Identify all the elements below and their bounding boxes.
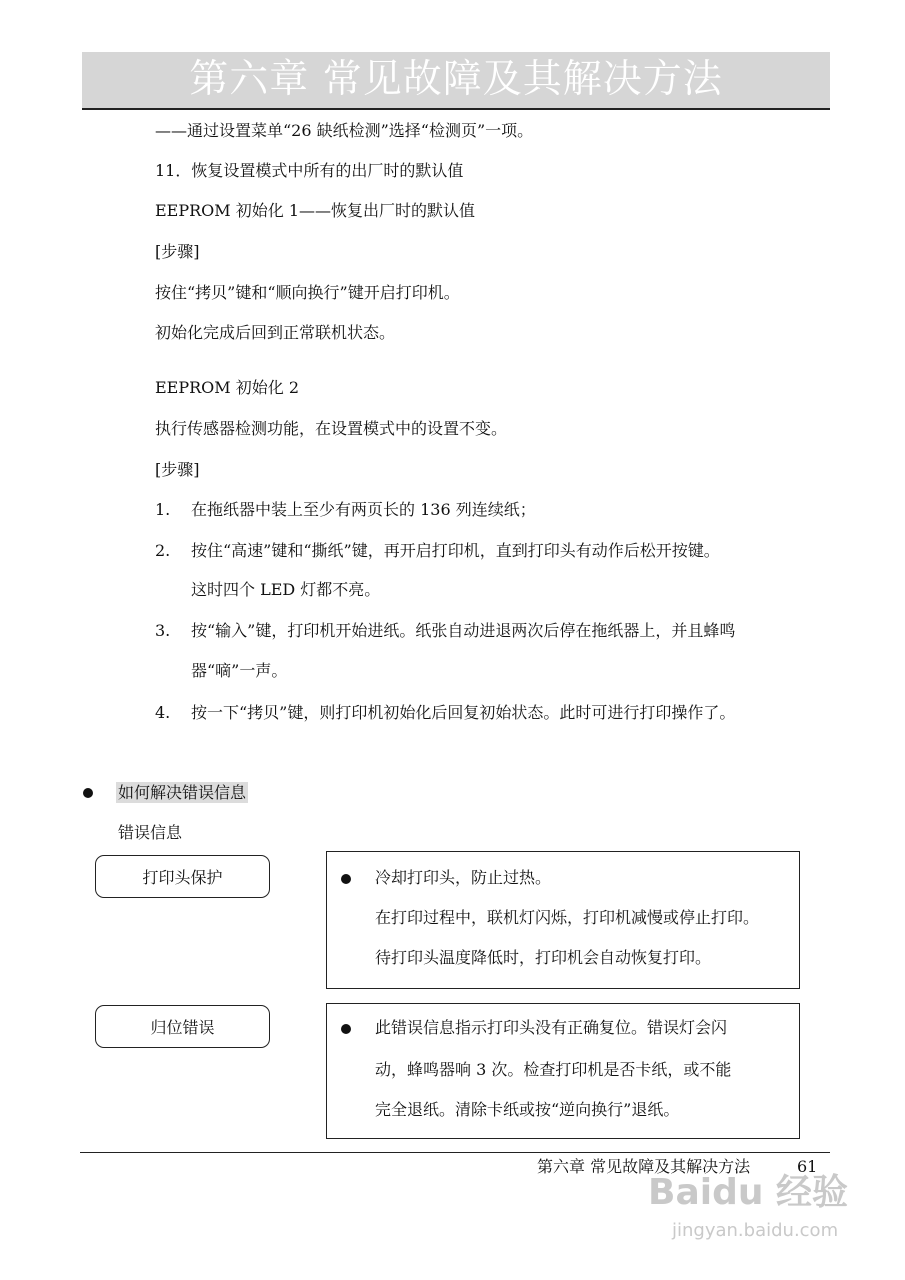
step-text: 在拖纸器中装上至少有两页长的 136 列连续纸； <box>191 500 536 519</box>
error-description-line: 冷却打印头，防止过热。 <box>375 868 552 887</box>
chapter-header-title: 第六章 常见故障及其解决方法 <box>189 57 723 102</box>
error-label-box <box>95 1005 270 1048</box>
baidu-watermark-logo: Baidu 经验 <box>648 1172 849 1213</box>
step-number: 3. <box>155 621 171 640</box>
steps-label: [步骤] <box>155 242 200 261</box>
eeprom1-step: 初始化完成后回到正常联机状态。 <box>155 323 396 342</box>
error-info-label: 错误信息 <box>118 823 183 842</box>
step-text: 器“嘀”一声。 <box>191 661 288 680</box>
step-text: 这时四个 LED 灯都不亮。 <box>191 580 381 599</box>
steps-label: [步骤] <box>155 460 200 479</box>
eeprom2-description: 执行传感器检测功能，在设置模式中的设置不变。 <box>155 419 508 438</box>
step-text: 按“输入”键，打印机开始进纸。纸张自动进退两次后停在拖纸器上，并且蜂鸣 <box>191 621 736 640</box>
error-description-line: 动，蜂鸣器响 3 次。检查打印机是否卡纸，或不能 <box>375 1060 732 1079</box>
section-heading-text: 如何解决错误信息 <box>118 783 247 802</box>
error-description-line: 待打印头温度降低时，打印机会自动恢复打印。 <box>375 948 712 967</box>
error-label: 归位错误 <box>150 1018 215 1037</box>
step-text: 按住“高速”键和“撕纸”键，再开启打印机，直到打印头有动作后松开按键。 <box>191 541 720 560</box>
step-number: 1. <box>155 500 171 519</box>
section-11-heading: 11．恢复设置模式中所有的出厂时的默认值 <box>155 161 464 180</box>
baidu-watermark-url: jingyan.baidu.com <box>672 1220 839 1241</box>
eeprom2-title: EEPROM 初始化 2 <box>155 378 300 397</box>
eeprom1-step: 按住“拷贝”键和“顺向换行”键开启打印机。 <box>155 283 460 302</box>
error-label-box <box>95 855 270 898</box>
footer-page-number: 61 <box>797 1157 818 1176</box>
intro-line: ——通过设置菜单“26 缺纸检测”选择“检测页”一项。 <box>155 121 534 140</box>
bullet-icon <box>83 788 93 798</box>
step-number: 2. <box>155 541 171 560</box>
bullet-icon <box>341 874 351 884</box>
bullet-icon <box>341 1024 351 1034</box>
error-label: 打印头保护 <box>142 868 223 887</box>
error-description-line: 此错误信息指示打印头没有正确复位。错误灯会闪 <box>375 1018 728 1037</box>
error-description-line: 完全退纸。清除卡纸或按“逆向换行”退纸。 <box>375 1100 680 1119</box>
error-description-line: 在打印过程中，联机灯闪烁，打印机减慢或停止打印。 <box>375 908 760 927</box>
eeprom1-title: EEPROM 初始化 1——恢复出厂时的默认值 <box>155 201 476 220</box>
step-number: 4. <box>155 703 171 722</box>
footer-chapter: 第六章 常见故障及其解决方法 <box>537 1157 751 1176</box>
footer-rule <box>80 1152 830 1153</box>
step-text: 按一下“拷贝”键，则打印机初始化后回复初始状态。此时可进行打印操作了。 <box>191 703 736 722</box>
section-heading <box>116 782 248 804</box>
